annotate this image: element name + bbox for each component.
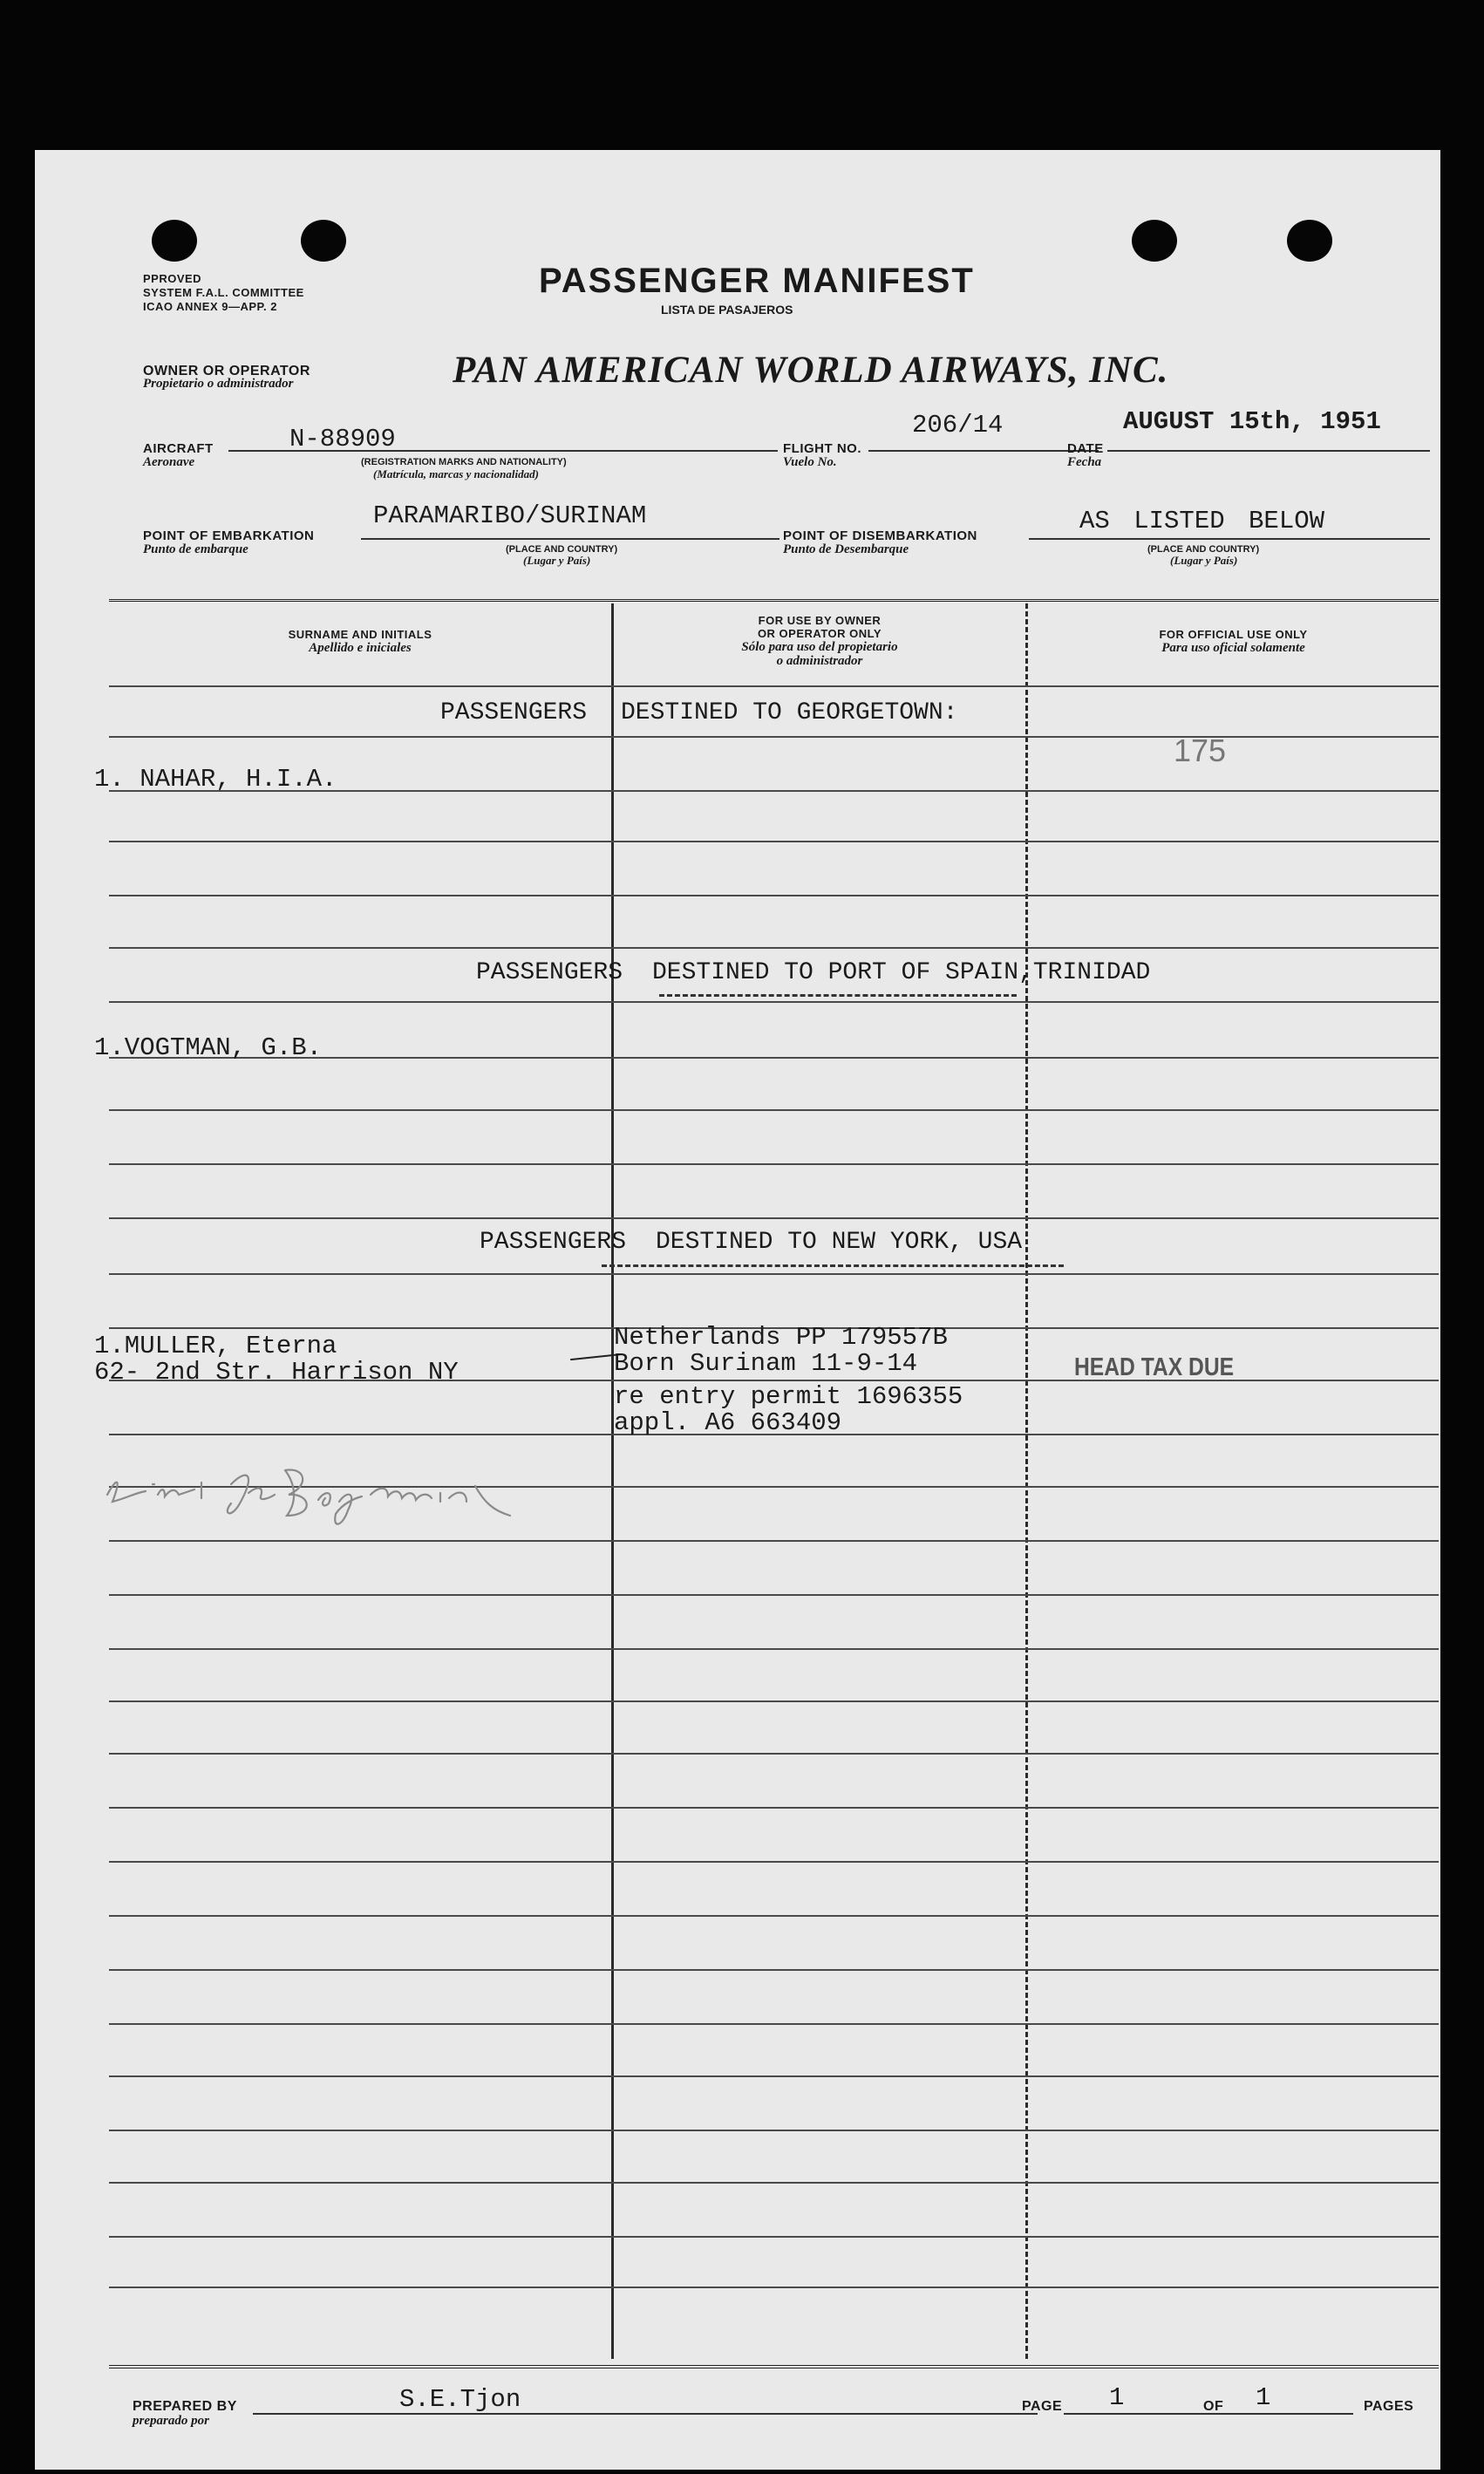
handwritten-signature <box>100 1441 606 1537</box>
prepared-label: PREPARED BY <box>133 2399 237 2414</box>
ruled-line <box>109 1540 1439 1542</box>
column-header-label-es-2: o administrador <box>776 654 863 668</box>
head-tax-stamp: HEAD TAX DUE <box>1074 1353 1235 1381</box>
of-value: 1 <box>1256 2383 1271 2412</box>
embark-label: POINT OF EMBARKATION <box>143 528 315 543</box>
flight-label: FLIGHT NO. <box>783 441 861 456</box>
section-underline <box>602 1264 1064 1267</box>
column-header-official <box>1028 628 1439 655</box>
of-label: OF <box>1203 2399 1224 2414</box>
ruled-line <box>109 736 1439 738</box>
aircraft-sub-es: (Matrícula, marcas y nacionalidad) <box>373 467 539 480</box>
official-number: 175 <box>1174 733 1227 768</box>
date-underline <box>1107 450 1430 452</box>
manifest-page <box>35 150 1440 2470</box>
flight-value: 206/14 <box>912 411 1004 440</box>
column-divider-2 <box>1025 603 1028 2359</box>
ruled-line <box>109 1648 1439 1650</box>
ruled-line <box>109 841 1439 842</box>
column-header-label-2: OR OPERATOR ONLY <box>757 627 882 640</box>
ruled-line <box>109 1217 1439 1219</box>
column-header-label-es: Sólo para uso del propietario <box>741 640 898 654</box>
ruled-line <box>109 1700 1439 1702</box>
disembark-value: AS LISTED BELOW <box>1079 507 1325 535</box>
prepared-value: S.E.Tjon <box>399 2385 521 2414</box>
section-heading-a: PASSENGERS <box>476 959 623 986</box>
section-underline <box>659 994 1017 997</box>
aircraft-sub: (REGISTRATION MARKS AND NATIONALITY) <box>361 457 567 467</box>
date-label-es: Fecha <box>1067 455 1102 469</box>
ruled-line <box>109 2287 1439 2288</box>
passenger-name: 1.VOGTMAN, G.B. <box>94 1033 323 1062</box>
column-header-label: FOR OFFICIAL USE ONLY <box>1159 628 1308 641</box>
owner-note: Netherlands PP 179557B <box>614 1323 948 1352</box>
date-value: AUGUST 15th, 1951 <box>1123 407 1381 436</box>
embark-value: PARAMARIBO/SURINAM <box>373 501 647 530</box>
ruled-line <box>109 895 1439 896</box>
punch-hole <box>1287 220 1332 262</box>
owner-value: PAN AMERICAN WORLD AIRWAYS, INC. <box>453 350 1169 391</box>
column-header-owner <box>614 614 1025 668</box>
approval-line-3: ICAO ANNEX 9—APP. 2 <box>143 300 277 313</box>
column-header-label-es: Para uso oficial solamente <box>1161 641 1305 655</box>
column-header-label: SURNAME AND INITIALS <box>288 628 432 641</box>
column-header-surname <box>109 628 611 655</box>
page-label: PAGE <box>1022 2399 1063 2414</box>
punch-hole <box>301 220 346 262</box>
ruled-line <box>109 2075 1439 2077</box>
embark-sub-es: (Lugar y País) <box>523 554 591 567</box>
passenger-name: 1. NAHAR, H.I.A. <box>94 765 337 794</box>
ruled-line <box>109 2236 1439 2238</box>
section-heading-a: PASSENGERS <box>480 1229 627 1256</box>
ruled-line <box>109 1807 1439 1809</box>
disembark-sub: (PLACE AND COUNTRY) <box>1147 544 1260 555</box>
approval-line-1: PPROVED <box>143 272 202 285</box>
ruled-line <box>109 1109 1439 1111</box>
ruled-line <box>109 1753 1439 1755</box>
embark-underline <box>361 538 779 540</box>
section-heading-b: DESTINED TO NEW YORK, USA <box>656 1229 1023 1256</box>
disembark-sub-es: (Lugar y País) <box>1170 554 1238 567</box>
disembark-underline <box>1029 538 1430 540</box>
ruled-line <box>109 1915 1439 1917</box>
column-header-label: FOR USE BY OWNER <box>758 614 882 627</box>
page-value: 1 <box>1109 2383 1125 2412</box>
ruled-line <box>109 685 1439 687</box>
approval-line-2: SYSTEM F.A.L. COMMITTEE <box>143 286 304 299</box>
ruled-line <box>109 1594 1439 1596</box>
ruled-line <box>109 2023 1439 2025</box>
ruled-line <box>109 2182 1439 2184</box>
ruled-line <box>109 2130 1439 2131</box>
ruled-line <box>109 947 1439 949</box>
embark-sub: (PLACE AND COUNTRY) <box>506 544 618 555</box>
form-title-es: LISTA DE PASAJEROS <box>661 303 793 317</box>
aircraft-label: AIRCRAFT <box>143 441 214 456</box>
disembark-label: POINT OF DISEMBARKATION <box>783 528 977 543</box>
owner-label-es: Propietario o administrador <box>143 377 294 391</box>
table-top-rule <box>109 599 1439 602</box>
ruled-line <box>109 1861 1439 1863</box>
aircraft-value: N-88909 <box>289 425 396 453</box>
flight-label-es: Vuelo No. <box>783 455 837 469</box>
owner-label: OWNER OR OPERATOR <box>143 364 310 378</box>
ruled-line <box>109 1273 1439 1275</box>
of-underline <box>1231 2413 1353 2415</box>
column-divider-1 <box>611 603 614 2359</box>
ruled-line <box>109 1163 1439 1165</box>
pages-label: PAGES <box>1364 2399 1414 2414</box>
punch-hole <box>152 220 197 262</box>
prepared-label-es: preparado por <box>133 2414 209 2428</box>
passenger-name: 1.MULLER, Eterna <box>94 1332 337 1360</box>
ruled-line <box>109 1001 1439 1003</box>
passenger-address: 62- 2nd Str. Harrison NY <box>94 1358 459 1387</box>
prepared-underline <box>253 2413 1038 2415</box>
owner-note: Born Surinam 11-9-14 <box>614 1349 918 1378</box>
owner-note: re entry permit 1696355 <box>614 1382 963 1411</box>
owner-note: appl. A6 663409 <box>614 1408 842 1437</box>
section-heading-b: DESTINED TO GEORGETOWN: <box>621 699 958 726</box>
aircraft-label-es: Aeronave <box>143 455 195 469</box>
date-label: DATE <box>1067 441 1104 456</box>
ruled-line <box>109 1969 1439 1971</box>
disembark-label-es: Punto de Desembarque <box>783 542 909 556</box>
column-header-label-es: Apellido e iniciales <box>309 641 412 655</box>
section-heading-a: PASSENGERS <box>440 699 588 726</box>
table-bottom-rule <box>109 2365 1439 2368</box>
punch-hole <box>1132 220 1177 262</box>
section-heading-b: DESTINED TO PORT OF SPAIN,TRINIDAD <box>652 959 1151 986</box>
embark-label-es: Punto de embarque <box>143 542 248 556</box>
flight-underline <box>868 450 1099 452</box>
form-title: PASSENGER MANIFEST <box>539 262 975 300</box>
